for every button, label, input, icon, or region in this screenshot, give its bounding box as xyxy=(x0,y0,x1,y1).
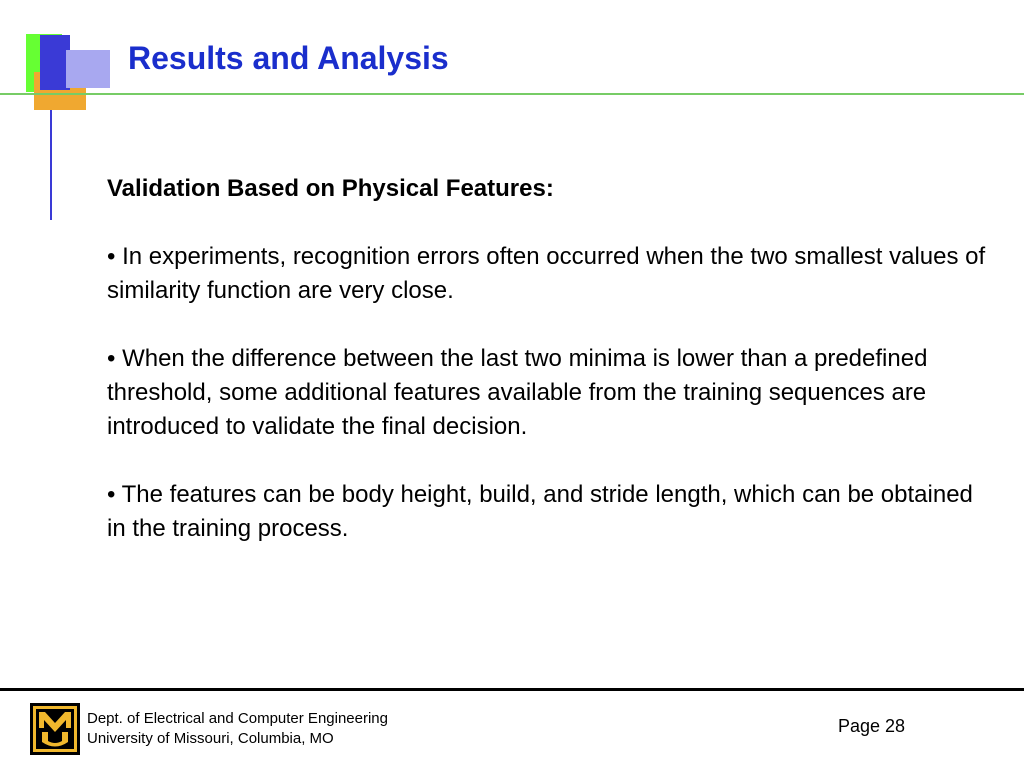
bullet-item: • The features can be body height, build, and stride length, which can be obtained in the training process. xyxy=(107,481,973,542)
footer-department-line2: University of Missouri, Columbia, MO xyxy=(87,730,334,747)
header-rule xyxy=(0,93,1024,95)
footer-rule xyxy=(0,688,1024,691)
slide-content xyxy=(107,172,987,580)
footer-department xyxy=(87,709,388,749)
university-logo-icon xyxy=(30,703,80,755)
footer-department-line1: Dept. of Electrical and Computer Engineering xyxy=(87,710,388,727)
bullet-item: • When the difference between the last two minima is lower than a predefined threshold, some additional features available from the training sequences are introduced to validate the final decision. xyxy=(107,345,928,440)
slide-title: Results and Analysis xyxy=(128,40,449,76)
content-heading: Validation Based on Physical Features: xyxy=(107,175,554,202)
decorative-lavender-block xyxy=(66,50,110,88)
page-number: Page 28 xyxy=(838,716,906,736)
decorative-vertical-rule xyxy=(50,110,52,220)
bullet-item: • In experiments, recognition errors often occurred when the two smallest values of similarity function are very close. xyxy=(107,243,986,304)
